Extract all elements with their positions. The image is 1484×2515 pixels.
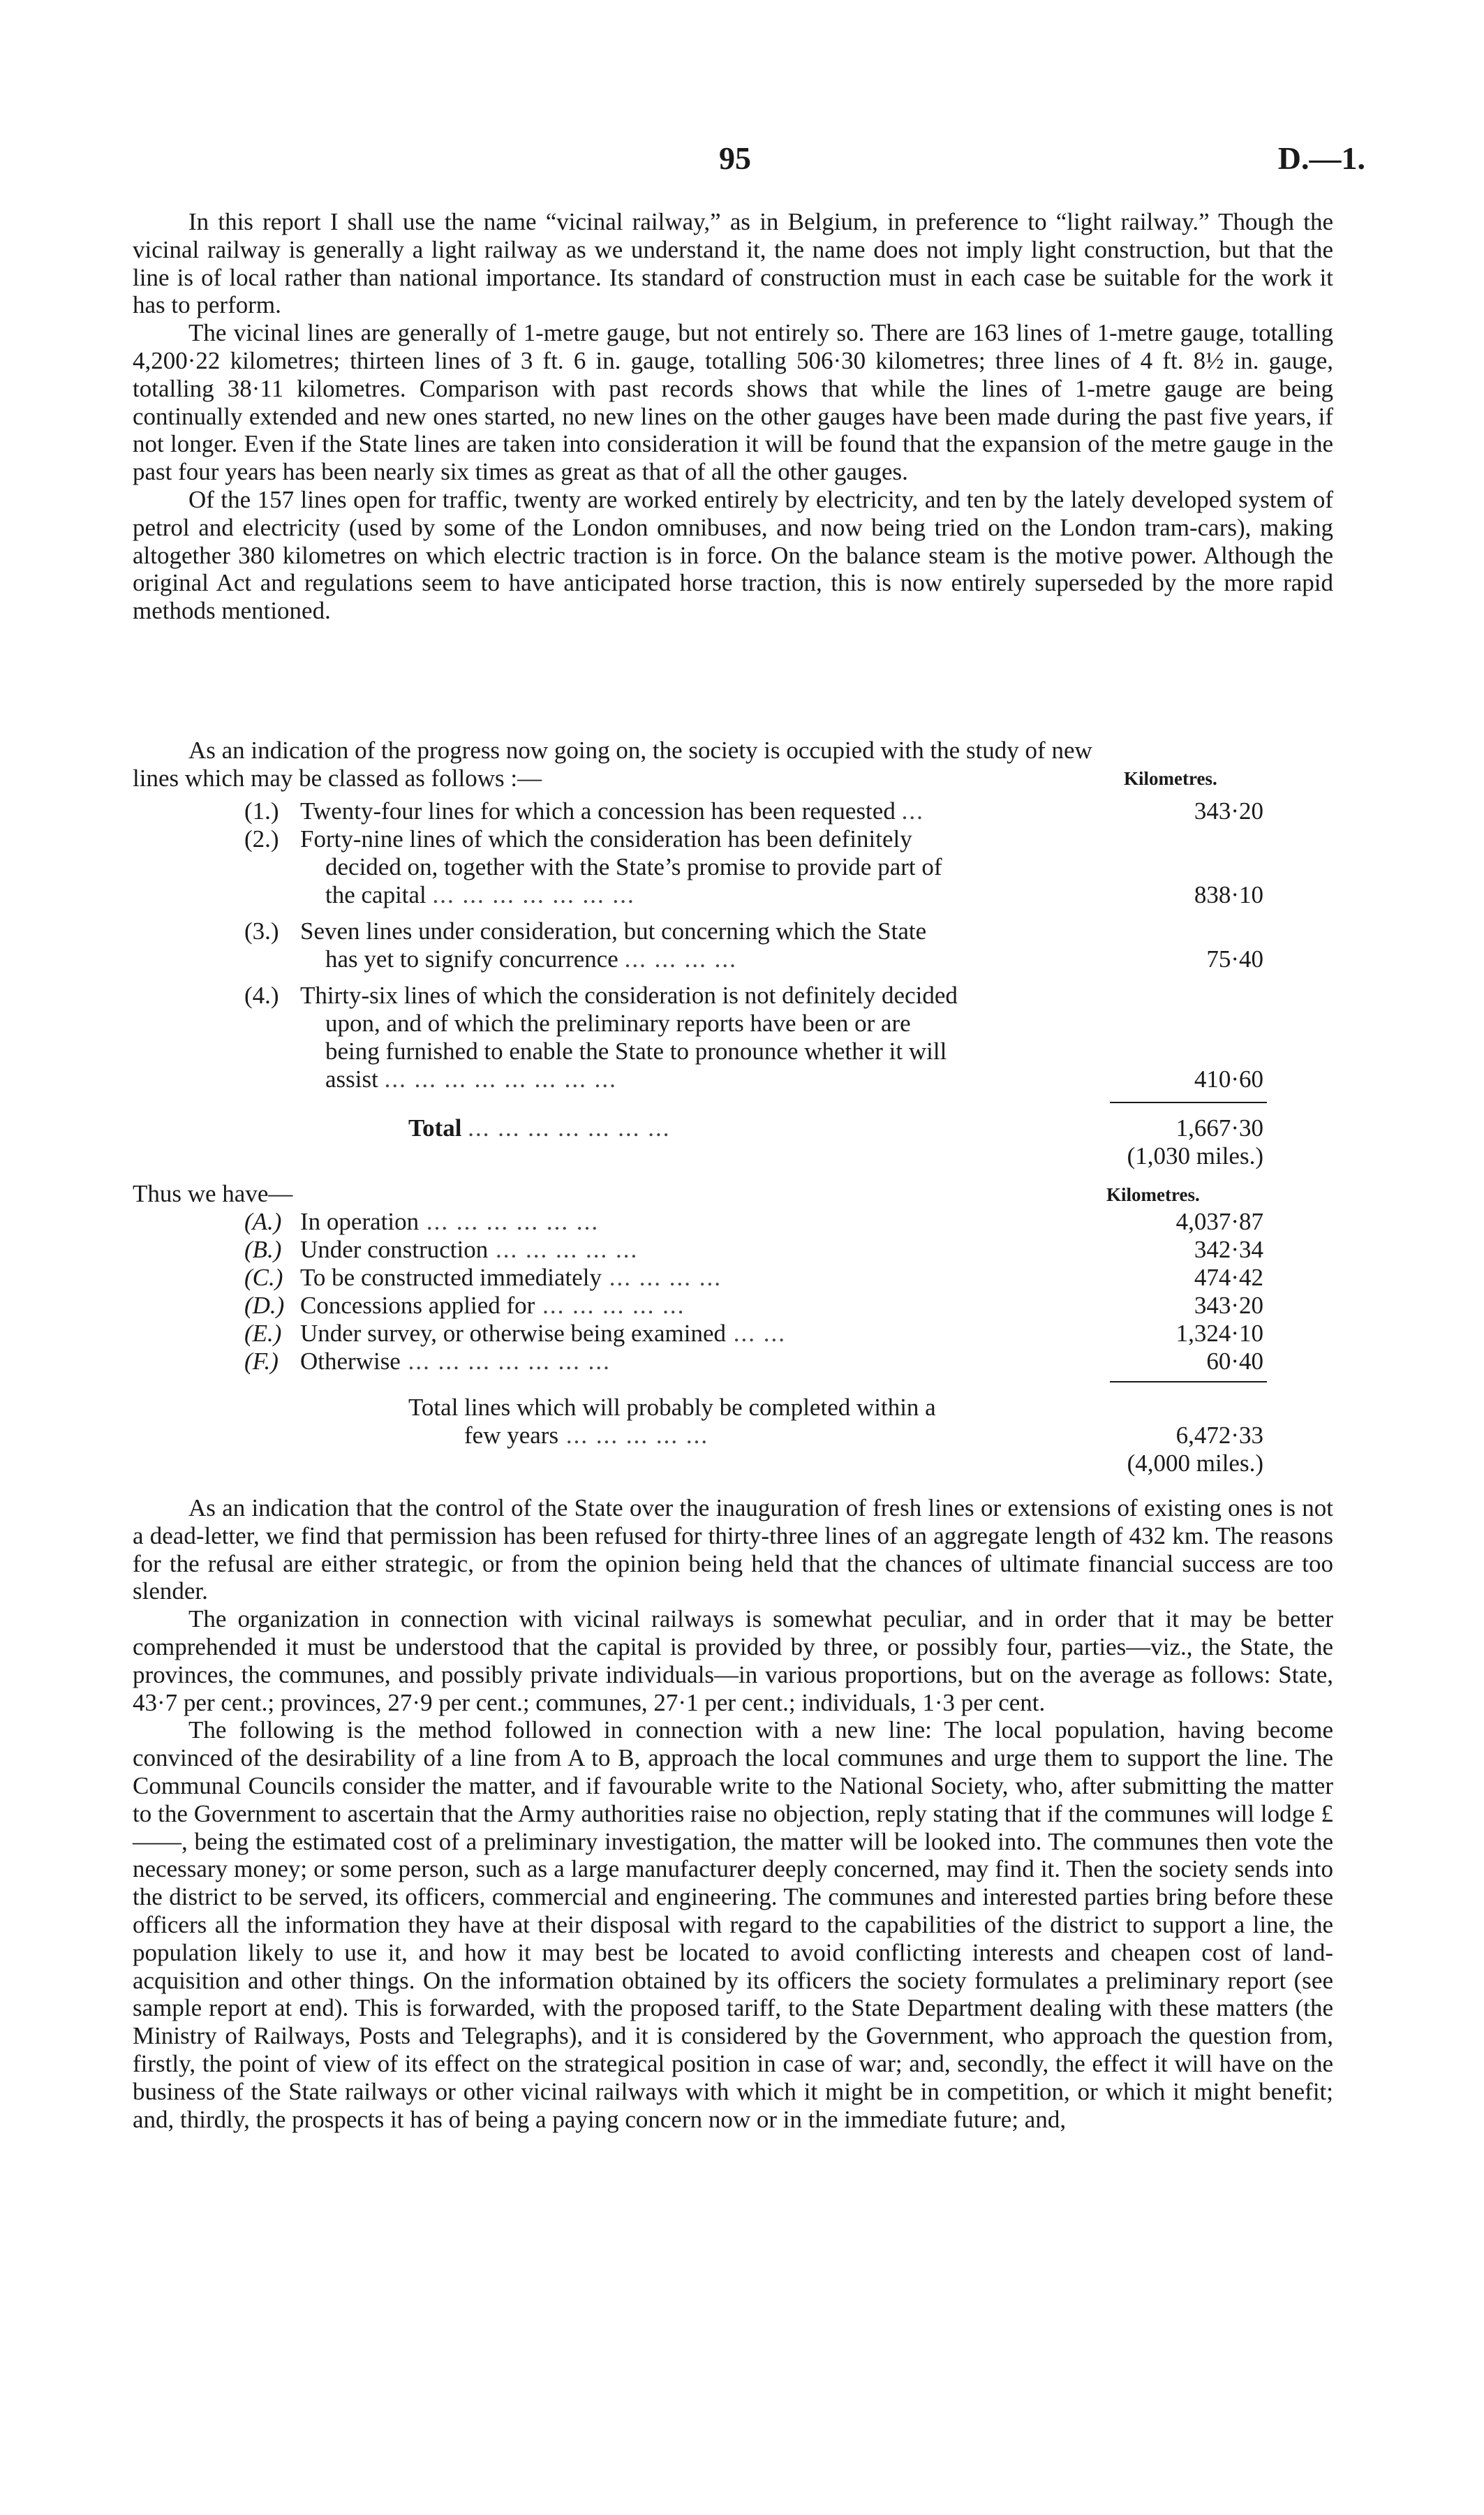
new-line-item-1-num: (1.)	[244, 797, 279, 825]
new-lines-total-label: Total ... ... ... ... ... ... ...	[408, 1114, 671, 1142]
new-lines-lead-continued: lines which may be classed as follows :—	[133, 765, 542, 792]
summary-item-b-label: Under construction ... ... ... ... ...	[300, 1236, 639, 1263]
leader-dots: ...	[901, 797, 924, 825]
new-line-item-1-text: Twenty-four lines for which a concession has been requested ...	[300, 797, 924, 825]
closing-paragraphs	[133, 1494, 1333, 2133]
new-line-item-4-line-2: upon, and of which the preliminary reports have been or are	[325, 1010, 911, 1037]
leader-dots: ... ... ... ... ... ...	[419, 1208, 600, 1235]
summary-item-c-value: 474·42	[1194, 1264, 1263, 1291]
leader-dots: ... ... ... ... ...	[488, 1236, 639, 1263]
summary-lead: Thus we have—	[133, 1180, 293, 1207]
paragraph-method: The following is the method followed in connection with a new line: The local population, having become convinced of the desirability of a line from A to B, approach the local communes and urge them to support the line. The Communal Councils consider the matter, and if favourable write to the National Society, who, after submitting the matter to the Government to ascertain that the Army authorities raise no objection, reply stating that if the communes will lodge £——, being the estimated cost of a preliminary investigation, the matter will be looked into. The communes then vote the necessary money; or some person, such as a large manufacturer deeply concerned, may find it. Then the society sends into the district to be served, its officers, commercial and engineering. The communes and interested parties bring before these officers all the information they have at their disposal with regard to the capabilities of the district to support a line, the population likely to use it, and how it may best be located to avoid conflicting interests and cheapen cost of land-acquisition and other things. On the information obtained by its officers the society formulates a preliminary report (see sample report at end). This is forwarded, with the proposed tariff, to the State Department dealing with these matters (the Ministry of Railways, Posts and Telegraphs), and it is considered by the Government, who approach the question from, firstly, the point of view of its effect on the strategical position in case of war; and, secondly, the effect it will have on the business of the State railways or other vicinal railways with which it might be in competition, or which it might benefit; and, thirdly, the prospects it has of being a paying concern now or in the immediate future; and,	[133, 1716, 1333, 2133]
summary-item-d-value: 343·20	[1194, 1292, 1263, 1319]
summary-item-f-label: Otherwise ... ... ... ... ... ... ...	[300, 1348, 611, 1375]
leader-dots: ... ... ... ...	[602, 1264, 722, 1291]
new-line-item-2-num: (2.)	[244, 825, 279, 853]
paragraph-state-control: As an indication that the control of the State over the inauguration of fresh lines or extensions of existing ones is not a dead-letter, we find that permission has been refused for thirty-three lines of an aggregate length of 432 km. The reasons for the refusal are either strategic, or from the opinion being held that the chances of ultimate financial success are too slender.	[133, 1494, 1333, 1605]
summary-total-line-2: few years ... ... ... ... ...	[464, 1422, 709, 1449]
leader-dots: ... ...	[726, 1320, 787, 1347]
summary-item-b-letter: (B.)	[244, 1236, 282, 1263]
leader-dots: ... ... ... ... ... ... ...	[432, 881, 635, 908]
summary-item-e-label: Under survey, or otherwise being examined ... ...	[300, 1320, 787, 1347]
summary-total-line-1: Total lines which will probably be completed within a	[408, 1394, 936, 1421]
new-line-item-2-line-3: the capital ... ... ... ... ... ... ...	[325, 881, 635, 908]
summary-item-e-value: 1,324·10	[1175, 1320, 1263, 1347]
new-line-item-4-line-1: Thirty-six lines of which the consideration is not definitely decided	[300, 982, 958, 1009]
new-lines-total-value: 1,667·30	[1175, 1114, 1263, 1142]
page-number: 95	[719, 140, 751, 176]
new-line-item-4-value: 410·60	[1194, 1065, 1263, 1093]
new-line-item-4-num: (4.)	[244, 982, 279, 1009]
new-line-item-2-value: 838·10	[1194, 881, 1263, 908]
summary-item-a-value: 4,037·87	[1175, 1208, 1263, 1235]
leader-dots: ... ... ... ... ... ... ...	[468, 1114, 671, 1142]
new-line-item-3-num: (3.)	[244, 917, 279, 945]
new-line-item-3-value: 75·40	[1206, 945, 1263, 973]
summary-item-f-letter: (F.)	[244, 1348, 279, 1375]
new-line-item-2-line-2: decided on, together with the State’s promise to provide part of	[325, 853, 942, 880]
new-line-item-4-line-4: assist ... ... ... ... ... ... ... ...	[325, 1065, 617, 1093]
summary-unit-heading: Kilometres.	[1106, 1184, 1200, 1205]
summary-item-f-value: 60·40	[1206, 1348, 1263, 1375]
intro-paragraphs	[133, 208, 1333, 625]
new-line-item-1-value: 343·20	[1194, 797, 1263, 825]
new-lines-unit-heading: Kilometres.	[1124, 768, 1217, 789]
leader-dots: ... ... ... ... ...	[558, 1422, 709, 1449]
summary-item-c-letter: (C.)	[244, 1264, 283, 1291]
total-rule	[1110, 1102, 1267, 1103]
summary-item-b-value: 342·34	[1194, 1236, 1263, 1263]
summary-total-rule	[1110, 1381, 1267, 1382]
paragraph-traction: Of the 157 lines open for traffic, twenty are worked entirely by electricity, and ten by the lately developed system of petrol and electricity (used by some of the London omnibuses, and now being tried on the London tram-cars), making altogether 380 kilometres on which electric traction is in force. On the balance steam is the motive power. Although the original Act and regulations seem to have anticipated horse traction, this is now entirely superseded by the more rapid methods mentioned.	[133, 485, 1333, 625]
leader-dots: ... ... ... ... ... ... ...	[400, 1348, 611, 1375]
summary-item-d-letter: (D.)	[244, 1292, 285, 1319]
new-line-item-3-line-1: Seven lines under consideration, but concerning which the State	[300, 917, 927, 945]
summary-total-value: 6,472·33	[1175, 1422, 1263, 1449]
new-lines-lead: As an indication of the progress now going on, the society is occupied with the study of new	[188, 737, 1092, 764]
document-code: D.—1.	[1277, 140, 1365, 176]
new-line-item-4-line-3: being furnished to enable the State to pronounce whether it will	[325, 1038, 947, 1065]
new-line-item-3-line-2: has yet to signify concurrence ... ... ... ...	[325, 945, 737, 973]
paragraph-gauges: The vicinal lines are generally of 1-metre gauge, but not entirely so. There are 163 lines of 1-metre gauge, totalling 4,200·22 kilometres; thirteen lines of 3 ft. 6 in. gauge, totalling 506·30 kilometres; three lines of 4 ft. 8½ in. gauge, totalling 38·11 kilometres. Comparison with past records shows that while the lines of 1-metre gauge are being continually extended and new ones started, no new lines on the other gauges have been made during the past five years, if not longer. Even if the State lines are taken into consideration it will be found that the expansion of the metre gauge in the past four years has been nearly six times as great as that of all the other gauges.	[133, 319, 1333, 486]
summary-item-a-letter: (A.)	[244, 1208, 282, 1235]
summary-item-e-letter: (E.)	[244, 1320, 282, 1347]
summary-item-c-label: To be constructed immediately ... ... ... ...	[300, 1264, 722, 1291]
paragraph-organization: The organization in connection with vicinal railways is somewhat peculiar, and in order that it may be better comprehended it must be understood that the capital is provided by three, or possibly four, parties—viz., the State, the provinces, the communes, and possibly private individuals—in various proportions, but on the average as follows: State, 43·7 per cent.; provinces, 27·9 per cent.; communes, 27·1 per cent.; individuals, 1·3 per cent.	[133, 1605, 1333, 1716]
summary-item-a-label: In operation ... ... ... ... ... ...	[300, 1208, 600, 1235]
new-lines-total-miles: (1,030 miles.)	[1127, 1142, 1263, 1170]
new-line-item-2-line-1: Forty-nine lines of which the consideration has been definitely	[300, 825, 912, 853]
summary-item-d-label: Concessions applied for ... ... ... ... ...	[300, 1292, 685, 1319]
summary-total-miles: (4,000 miles.)	[1127, 1450, 1263, 1477]
leader-dots: ... ... ... ... ...	[535, 1292, 685, 1319]
leader-dots: ... ... ... ... ... ... ... ...	[384, 1065, 617, 1093]
paragraph-vicinal-name: In this report I shall use the name “vicinal railway,” as in Belgium, in preference to “light railway.” Though the vicinal railway is generally a light railway as we understand it, the name does not imply light construction, but that the line is of local rather than national importance. Its standard of construction must in each case be suitable for the work it has to perform.	[133, 208, 1333, 319]
leader-dots: ... ... ... ...	[624, 945, 737, 973]
